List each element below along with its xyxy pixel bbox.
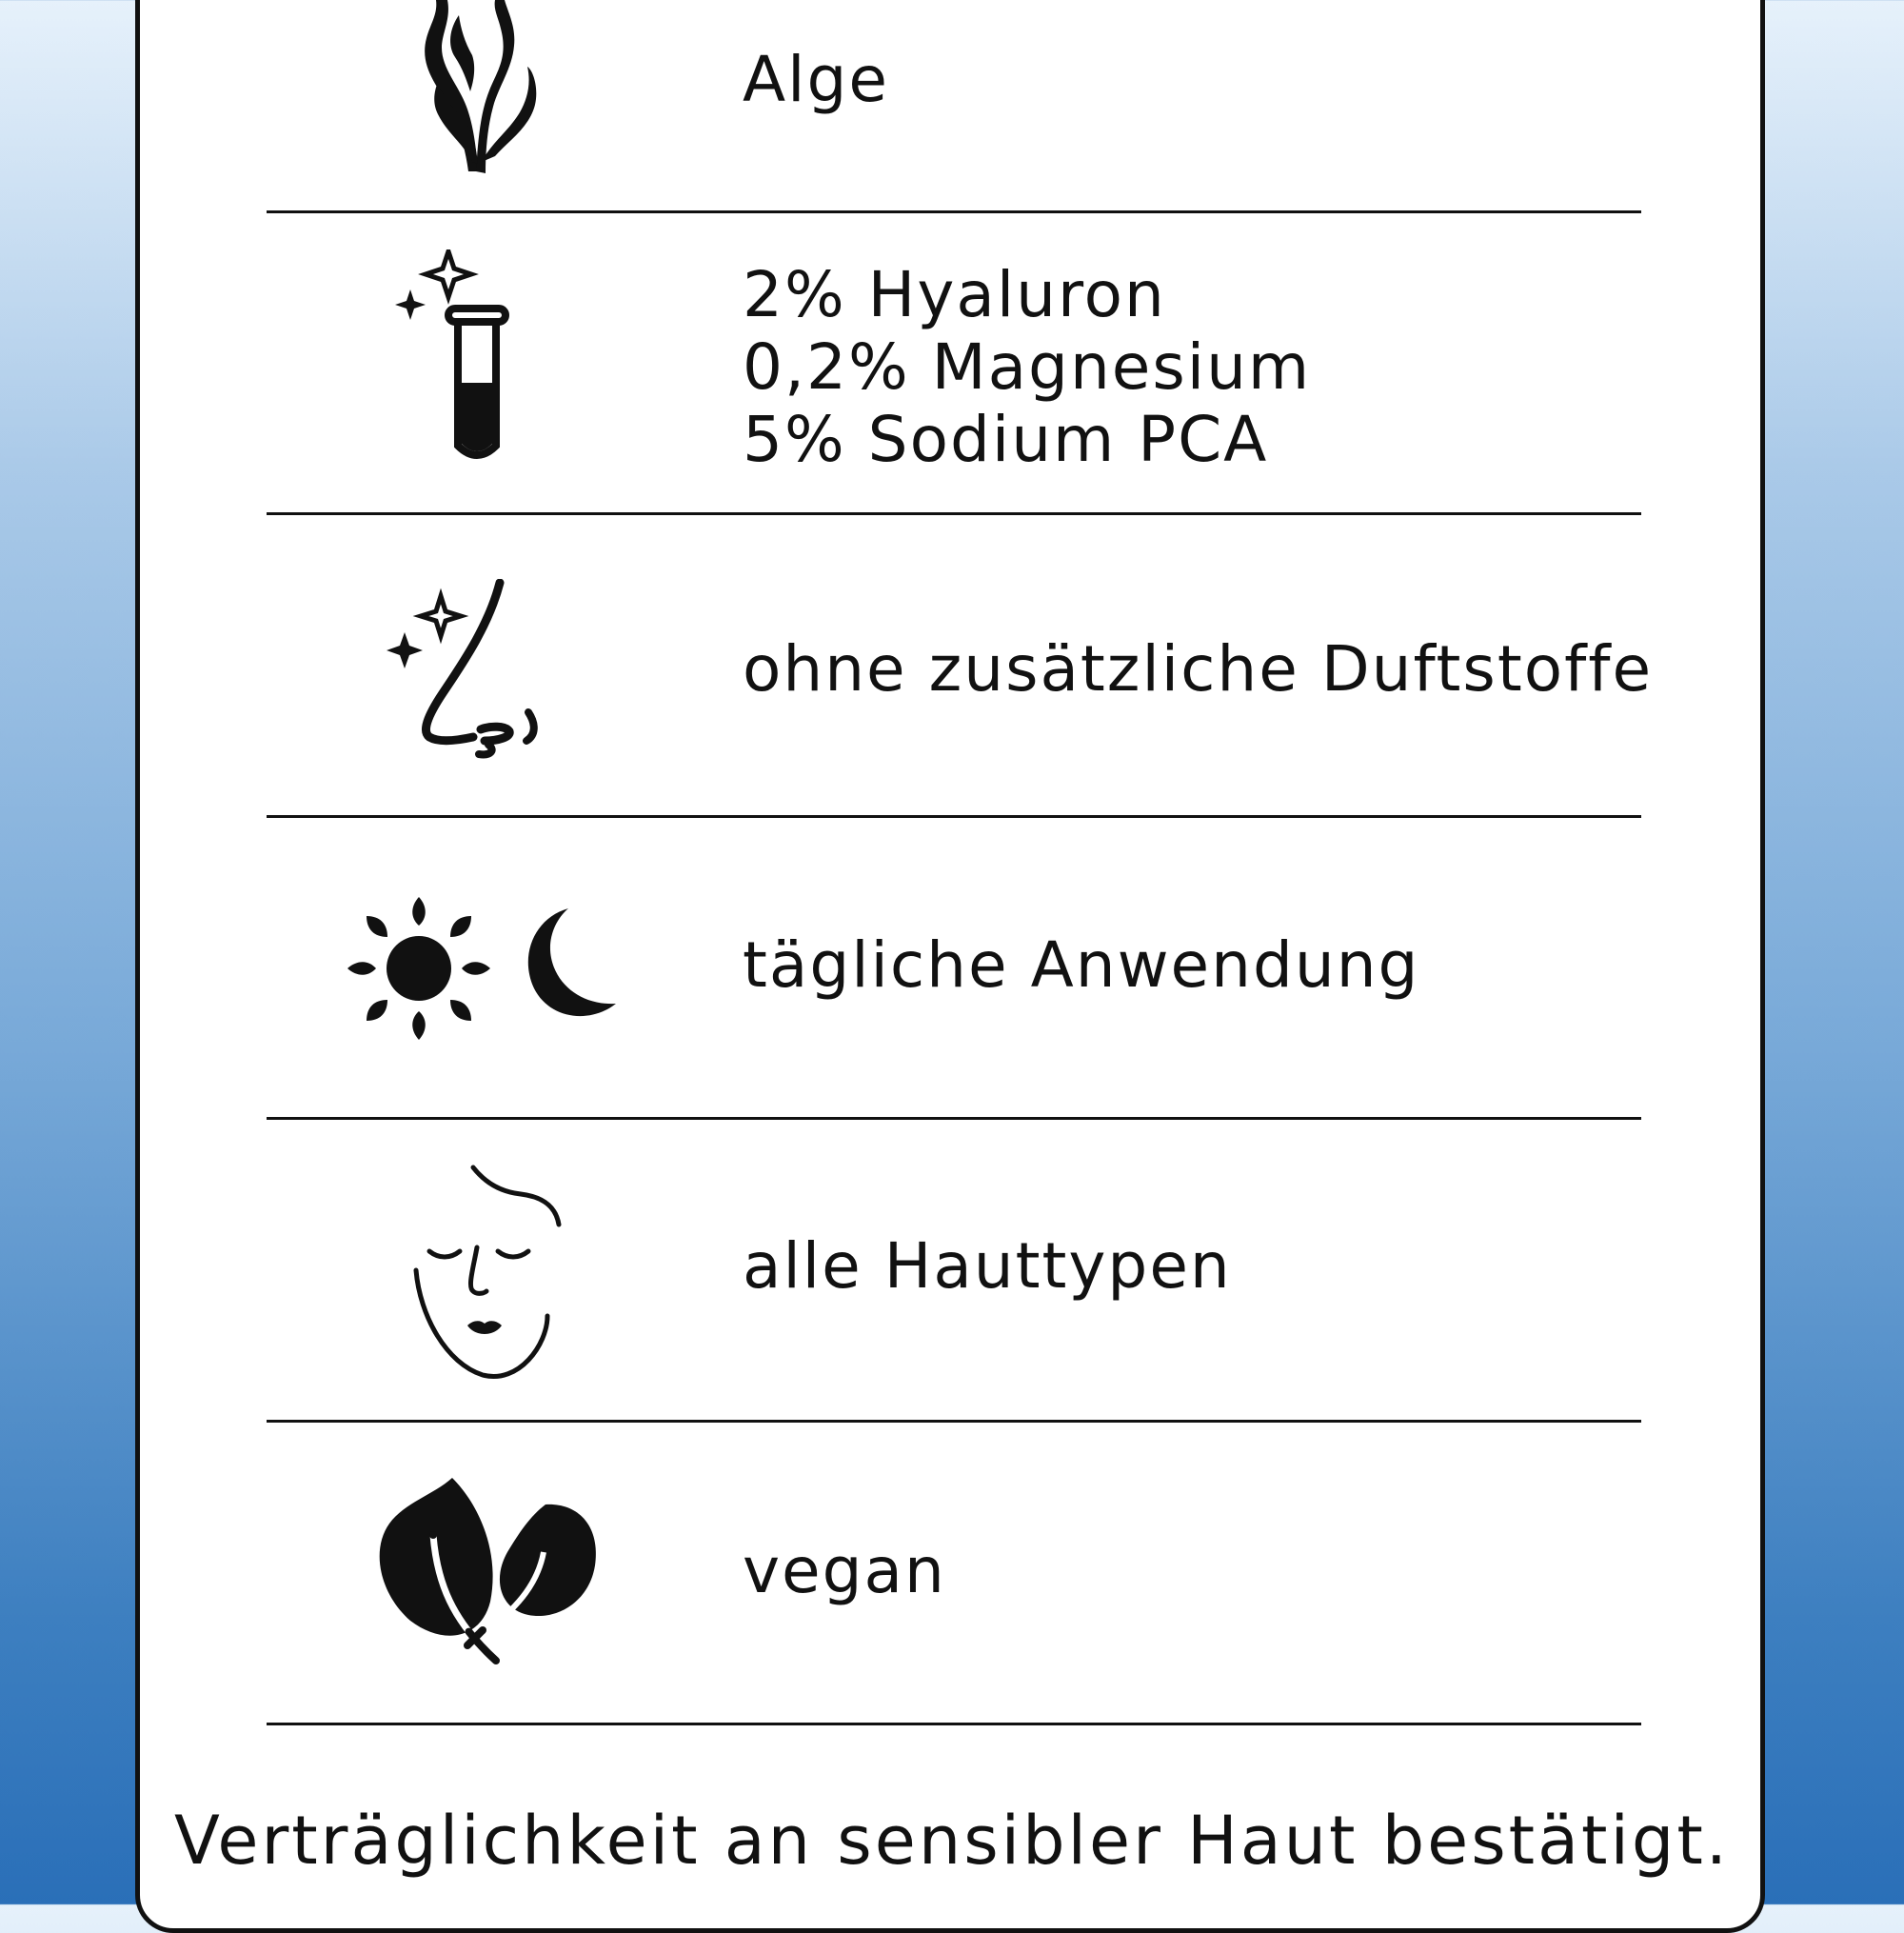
feature-label-sodium-pca: 5% Sodium PCA	[743, 403, 1269, 476]
face-icon	[405, 1164, 566, 1381]
divider	[267, 1723, 1641, 1725]
footer-statement: Verträglichkeit an sensibler Haut bestätigt.	[173, 1802, 1731, 1880]
nose-sparkle-icon	[386, 579, 557, 760]
feature-label-duftstoffe: ohne zusätzliche Duftstoffe	[743, 632, 1654, 706]
feature-label-vegan: vegan	[743, 1534, 946, 1607]
divider	[267, 512, 1641, 515]
feature-label-anwendung: tägliche Anwendung	[743, 928, 1420, 1002]
leaves-icon	[376, 1478, 600, 1668]
divider	[267, 1420, 1641, 1423]
feature-label-hauttypen: alle Hauttypen	[743, 1229, 1232, 1303]
sun-moon-icon	[347, 897, 624, 1040]
divider	[267, 210, 1641, 213]
feature-label-magnesium: 0,2% Magnesium	[743, 330, 1312, 404]
test-tube-sparkle-icon	[395, 249, 519, 468]
divider	[267, 1117, 1641, 1120]
feature-label-hyaluron: 2% Hyaluron	[743, 258, 1166, 331]
divider	[267, 815, 1641, 818]
seaweed-icon	[409, 0, 543, 181]
feature-label-alge: Alge	[743, 43, 889, 116]
